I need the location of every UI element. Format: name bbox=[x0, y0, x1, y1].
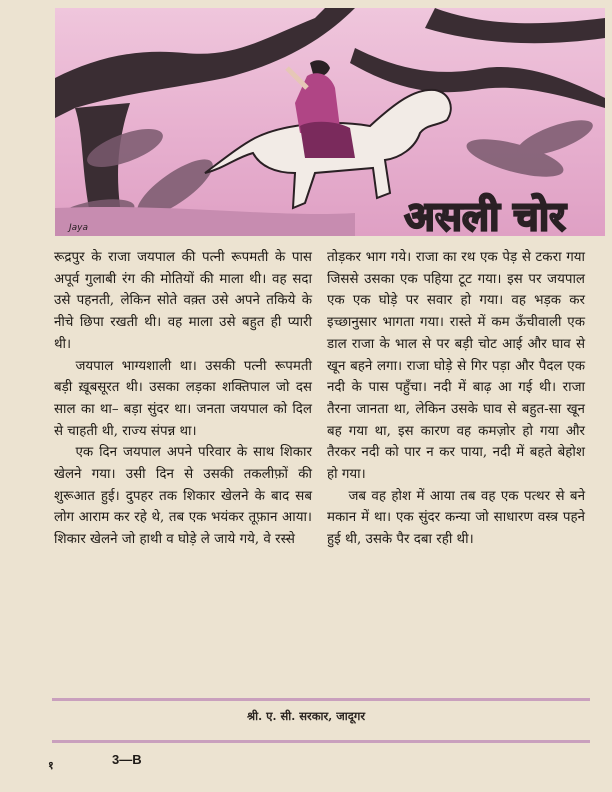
page-number: १ bbox=[48, 759, 54, 772]
paragraph: रूद्रपुर के राजा जयपाल की पत्नी रूपमती के पास अपूर्व गुलाबी रंग की मोतियों की माला थी। वह सदा उसे पहनती, लेकिन सोते वक़्त उसे अपने तकिये के नीचे छिपा रखती थी। वह माला उसे बहुत ही प्यारी थी। bbox=[54, 250, 312, 352]
right-column bbox=[327, 247, 585, 551]
story-illustration bbox=[55, 8, 605, 236]
left-column bbox=[54, 247, 312, 551]
artist-signature: Jaya bbox=[69, 223, 89, 233]
author-credit: श्री. ए. सी. सरकार, जादूगर bbox=[246, 709, 366, 723]
paragraph: तोड़कर भाग गये। राजा का रथ एक पेड़ से टकरा गया जिससे उसका एक पहिया टूट गया। इस पर जयपाल एक एक घोड़े पर सवार हो गया। वह भड़क कर इच्छानुसार भागता गया। रास्ते में कम ऊँचीवाली एक डाल राजा के भाल से पर बड़ी चोट आई और घाव से खून बहने लगा। राजा घोड़े से गिर पड़ा और पैदल एक नदी के पास पहुँचा। नदी में बाढ़ आ गई थी। राजा तैरना जानता था, लेकिन उसके घाव से बहुत-सा खून बह गया था, इस कारण वह कमज़ोर हो गया और तैरकर नदी को पार न कर पाया, नदी में बहते बेहोश हो गया। bbox=[327, 250, 585, 483]
page-code: 3—B bbox=[112, 752, 142, 767]
story-title: असली चोर bbox=[404, 193, 566, 236]
paragraph: जयपाल भाग्यशाली था। उसकी पत्नी रूपमती बड़ी ख़ूबसूरत थी। उसका लड़का शक्तिपाल जो दस साल का था– बड़ा सुंदर था। जनता जयपाल को दिल से चाहती थी, राज्य संपन्न था। bbox=[54, 358, 312, 439]
divider bbox=[52, 698, 590, 701]
paragraph: एक दिन जयपाल अपने परिवार के साथ शिकार खेलने गया। उसी दिन से उसकी तकलीफ़ों की शुरूआत हुई। दुपहर तक शिकार खेलने के बाद सब लोग आराम कर रहे थे, तब एक भयंकर तूफ़ान आया। शिकार खेलने जो हाथी व घोड़े ले जाये गये, वे रस्से bbox=[54, 445, 312, 548]
paragraph: जब वह होश में आया तब वह एक पत्थर से बने मकान में था। एक सुंदर कन्या जो साधारण वस्त्र पहने हुई थी, उसके पैर दबा रही थी। bbox=[327, 488, 585, 548]
divider bbox=[52, 740, 590, 743]
